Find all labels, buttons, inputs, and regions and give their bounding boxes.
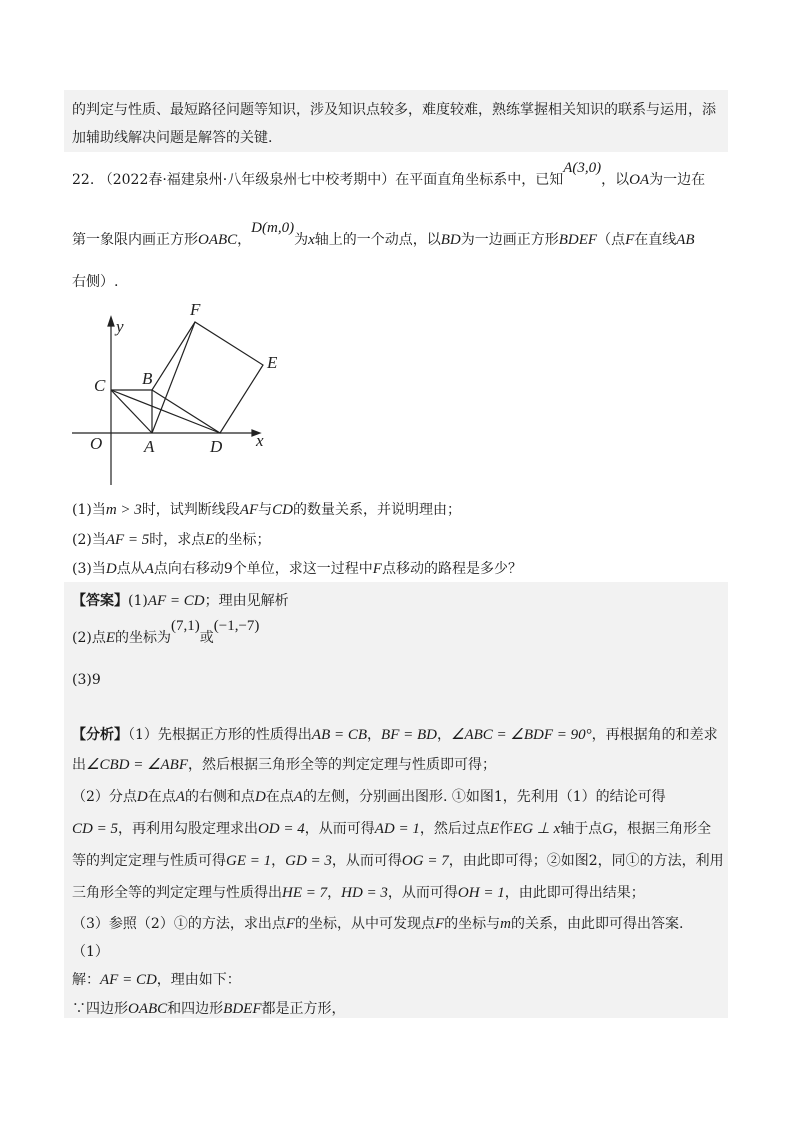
label-c: C — [94, 376, 106, 395]
answer-1: 【答案】(1)AF = CD；理由见解析 — [72, 593, 289, 609]
answer-3: (3)9 — [72, 672, 101, 688]
part-3: (3)当D点从A点向右移动9个单位，求这一过程中F点移动的路程是多少？ — [72, 561, 522, 577]
because-symbol: ∵ — [72, 1001, 86, 1017]
point-d: D(m,0) — [251, 220, 295, 236]
analysis-line-5: 等的判定定理与性质可得GE = 1，GD = 3，从而可得OG = 7，由此即可得；②如图2，同①的方法，利用 — [72, 853, 724, 869]
point-a: A(3,0) — [563, 160, 602, 176]
question-line-1: 22. （2022春·福建泉州·八年级泉州七中校考期中）在平面直角坐标系中，已知A(3,0)，以OA为一边在 — [72, 160, 706, 188]
analysis-line-10: ∵四边形OABC和四边形BDEF都是正方形， — [72, 1001, 346, 1017]
question-line-3: 右侧）. — [72, 274, 119, 290]
part-2: (2)当AF = 5时，求点E的坐标； — [72, 532, 271, 548]
y-axis-arrow — [108, 317, 114, 326]
coord-2: (−1,−7) — [213, 618, 260, 634]
analysis-line-7: （3）参照（2）①的方法，求出点F的坐标，从中可发现点F的坐标与m的关系，由此即可得出答案. — [72, 916, 684, 932]
coord-1: (7,1) — [171, 618, 200, 634]
analysis-line-8: （1） — [72, 944, 109, 960]
analysis-tag: 【分析】 — [72, 727, 128, 743]
label-o: O — [90, 434, 103, 453]
analysis-line-6: 三角形全等的判定定理与性质得出HE = 7，HD = 3，从而可得OH = 1，由此即可得出结果； — [72, 885, 645, 901]
label-d: D — [210, 437, 223, 456]
intro-line-1: 的判定与性质、最短路径问题等知识，涉及知识点较多，难度较难，熟练掌握相关知识的联系与运用，添 — [72, 102, 716, 118]
analysis-line-2: 出∠CBD = ∠ABF，然后根据三角形全等的判定定理与性质即可得； — [72, 757, 497, 773]
analysis-line-1: 【分析】（1）先根据正方形的性质得出AB = CB，BF = BD，∠ABC = ∠BDF = 90°，再根据角的和差求 — [72, 727, 718, 743]
segment-af — [152, 322, 195, 433]
geometry-figure — [70, 300, 310, 490]
part-1: (1)当m > 3时，试判断线段AF与CD的数量关系，并说明理由； — [72, 502, 461, 518]
label-y: y — [116, 317, 124, 336]
segment-ca — [111, 390, 152, 433]
analysis-line-9: 解：AF = CD，理由如下： — [72, 972, 241, 988]
square-bdef — [152, 322, 263, 433]
segment-cd — [111, 390, 220, 433]
intro-line-2: 加辅助线解决问题是解答的关键. — [72, 130, 273, 146]
analysis-line-3: （2）分点D在点A的右侧和点D在点A的左侧，分别画出图形. ①如图1，先利用（1）的结论可得 — [72, 789, 666, 805]
label-a: A — [144, 437, 155, 456]
answer-tag: 【答案】 — [72, 593, 128, 609]
label-x: x — [256, 431, 264, 450]
label-f: F — [190, 300, 201, 319]
label-e: E — [267, 353, 278, 372]
answer-2: (2)点E的坐标为(7,1)或(−1,−7) — [72, 618, 260, 646]
analysis-line-4: CD = 5，再利用勾股定理求出OD = 4，从而可得AD = 1，然后过点E作EG ⊥ x轴于点G，根据三角形全 — [72, 821, 712, 837]
label-b: B — [142, 369, 153, 388]
question-line-2: 第一象限内画正方形OABC，D(m,0)为x轴上的一个动点，以BD为一边画正方形BDEF（点F在直线AB — [72, 220, 695, 248]
